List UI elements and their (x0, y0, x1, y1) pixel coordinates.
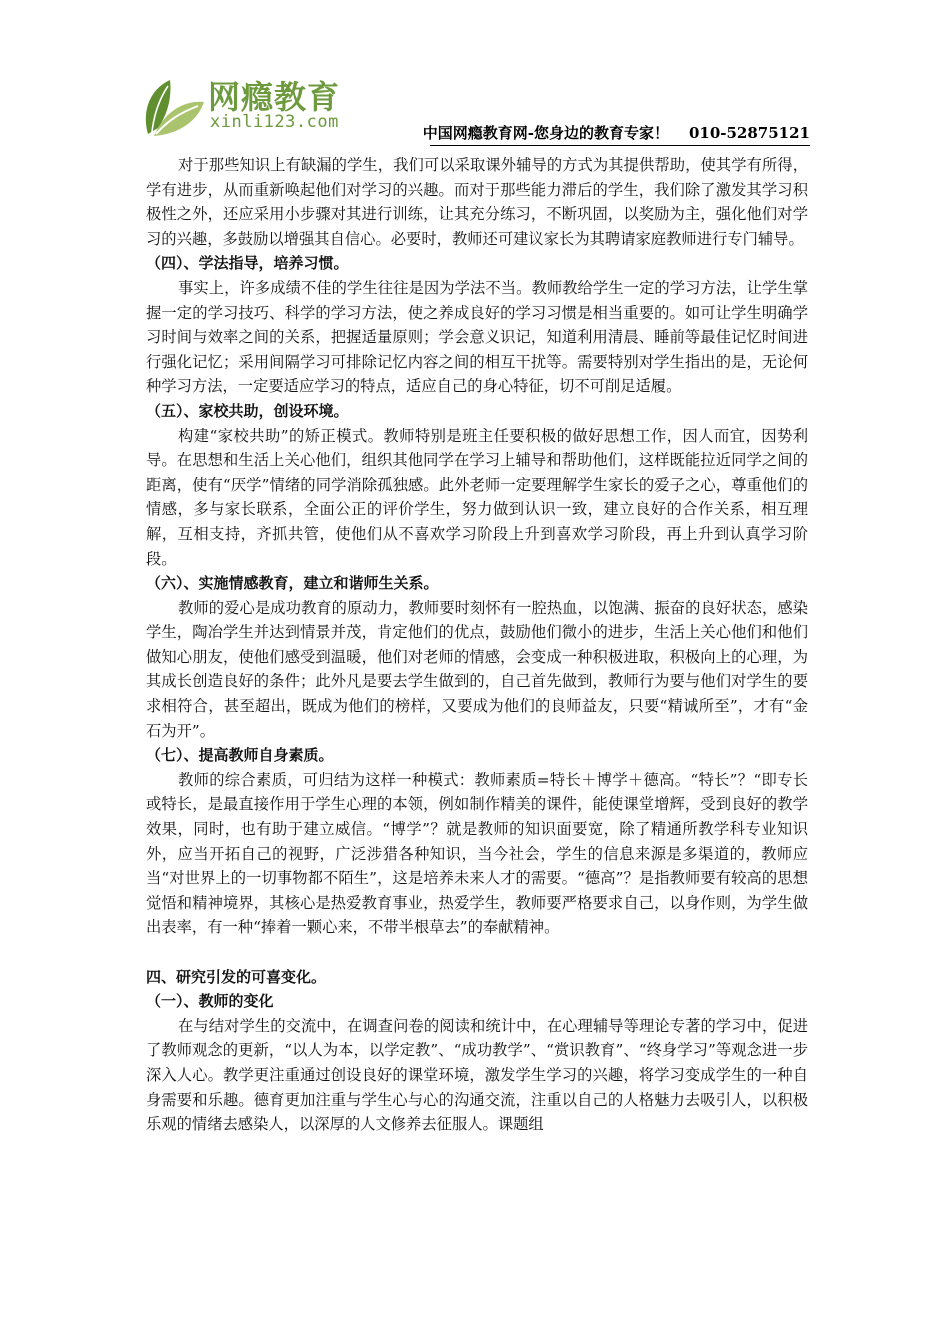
paragraph: 教师的爱心是成功教育的原动力，教师要时刻怀有一腔热血，以饱满、振奋的良好状态，感染学生，陶冶学生并达到情景并茂，肯定他们的优点，鼓励他们微小的进步，生活上关心他们和他们做知心朋友，使他们感受到温暖，他们对老师的情感，会变成一种积极进取，积极向上的心理，为其成长创造良好的条件；此外凡是要去学生做到的，自己首先做到，教师行为要与他们对学生的要求相符合，甚至超出，既成为他们的榜样，又要成为他们的良师益友，只要“精诚所至”，才有“金石为开”。 (146, 598, 808, 740)
paragraph: 在与结对学生的交流中，在调查问卷的阅读和统计中，在心理辅导等理论专著的学习中，促进了教师观念的更新，“以人为本，以学定教”、“成功教学”、“赏识教育”、“终身学习”等观念进一步深入人心。教学更注重通过创设良好的课堂环境，激发学生学习的兴趣，将学习变成学生的一种自身需要和乐趣。德育更加注重与学生心与心的沟通交流，注重以自己的人格魅力去吸引人，以积极乐观的情绪去感染人，以深厚的人文修养去征服人。课题组 (146, 1016, 808, 1134)
subsection-heading: （五）、家校共助，创设环境。 (146, 401, 349, 420)
subsection-heading: （六）、实施情感教育，建立和谐师生关系。 (146, 574, 439, 593)
header-tagline (423, 122, 810, 143)
subsection-heading: （一）、教师的变化 (146, 992, 274, 1011)
blank-line (146, 940, 808, 965)
header-rule (430, 145, 810, 146)
paragraph: 教师的综合素质，可归结为这样一种模式：教师素质=特长＋博学＋德高。“特长”？“即专长或特长，是最直接作用于学生心理的本领，例如制作精美的课件，能使课堂增辉，受到良好的教学效果，同时，也有助于建立威信。“博学”？就是教师的知识面要宽，除了精通所教学科专业知识外，应当开拓自己的视野，广泛涉猎各种知识，当今社会，学生的信息来源是多渠道的，教师应当“对世界上的一切事物都不陌生”，这是培养未来人才的需要。“德高”？是指教师要有较高的思想觉悟和精神境界，其核心是热爱教育事业，热爱学生，教师要严格要求自己，以身作则，为学生做出表率，有一种“捧着一颗心来，不带半根草去”的奉献精神。 (146, 770, 808, 937)
document-body (146, 153, 808, 1137)
paragraph: 事实上，许多成绩不佳的学生往往是因为学法不当。教师教给学生一定的学习方法，让学生掌握一定的学习技巧、科学的学习方法，使之养成良好的学习习惯是相当重要的。如可让学生明确学习时间与效率之间的关系，把握适量原则；学会意义识记，知道利用清晨、睡前等最佳记忆时间进行强化记忆；采用间隔学习可排除记忆内容之间的相互干扰等。需要特别对学生指出的是，无论何种学习方法，一定要适应学习的特点，适应自己的身心特征，切不可削足适履。 (146, 278, 808, 396)
subsection-heading: （四）、学法指导，培养习惯。 (146, 254, 349, 273)
subsection-heading: （七）、提高教师自身素质。 (146, 746, 334, 765)
leaf-logo-icon (140, 74, 208, 140)
contact-phone: 010-52875121 (688, 124, 810, 142)
page-header (140, 68, 810, 148)
paragraph: 对于那些知识上有缺漏的学生，我们可以采取课外辅导的方式为其提供帮助，使其学有所得，学有进步，从而重新唤起他们对学习的兴趣。而对于那些能力滞后的学生，我们除了激发其学习积极性之外，还应采用小步骤对其进行训练，让其充分练习，不断巩固，以奖励为主，强化他们对学习的兴趣，多鼓励以增强其自信心。必要时，教师还可建议家长为其聘请家庭教师进行专门辅导。 (146, 156, 808, 248)
brand-name-chinese: 网瘾教育 (208, 78, 341, 116)
section-heading: 四、研究引发的可喜变化。 (146, 967, 327, 986)
tagline-text: 中国网瘾教育网-您身边的教育专家！ (422, 124, 669, 142)
paragraph: 构建“家校共助”的矫正模式。教师特别是班主任要积极的做好思想工作，因人而宜，因势利导。在思想和生活上关心他们，组织其他同学在学习上辅导和帮助他们，这样既能拉近同学之间的距离，使有“厌学”情绪的同学消除孤独感。此外老师一定要理解学生家长的爱子之心，尊重他们的情感，多与家长联系，全面公正的评价学生，努力做到认识一致，建立良好的合作关系，相互理解，互相支持，齐抓共管，使他们从不喜欢学习阶段上升到喜欢学习阶段，再上升到认真学习阶段。 (146, 426, 808, 568)
brand-domain: xinli123.com (210, 112, 339, 132)
